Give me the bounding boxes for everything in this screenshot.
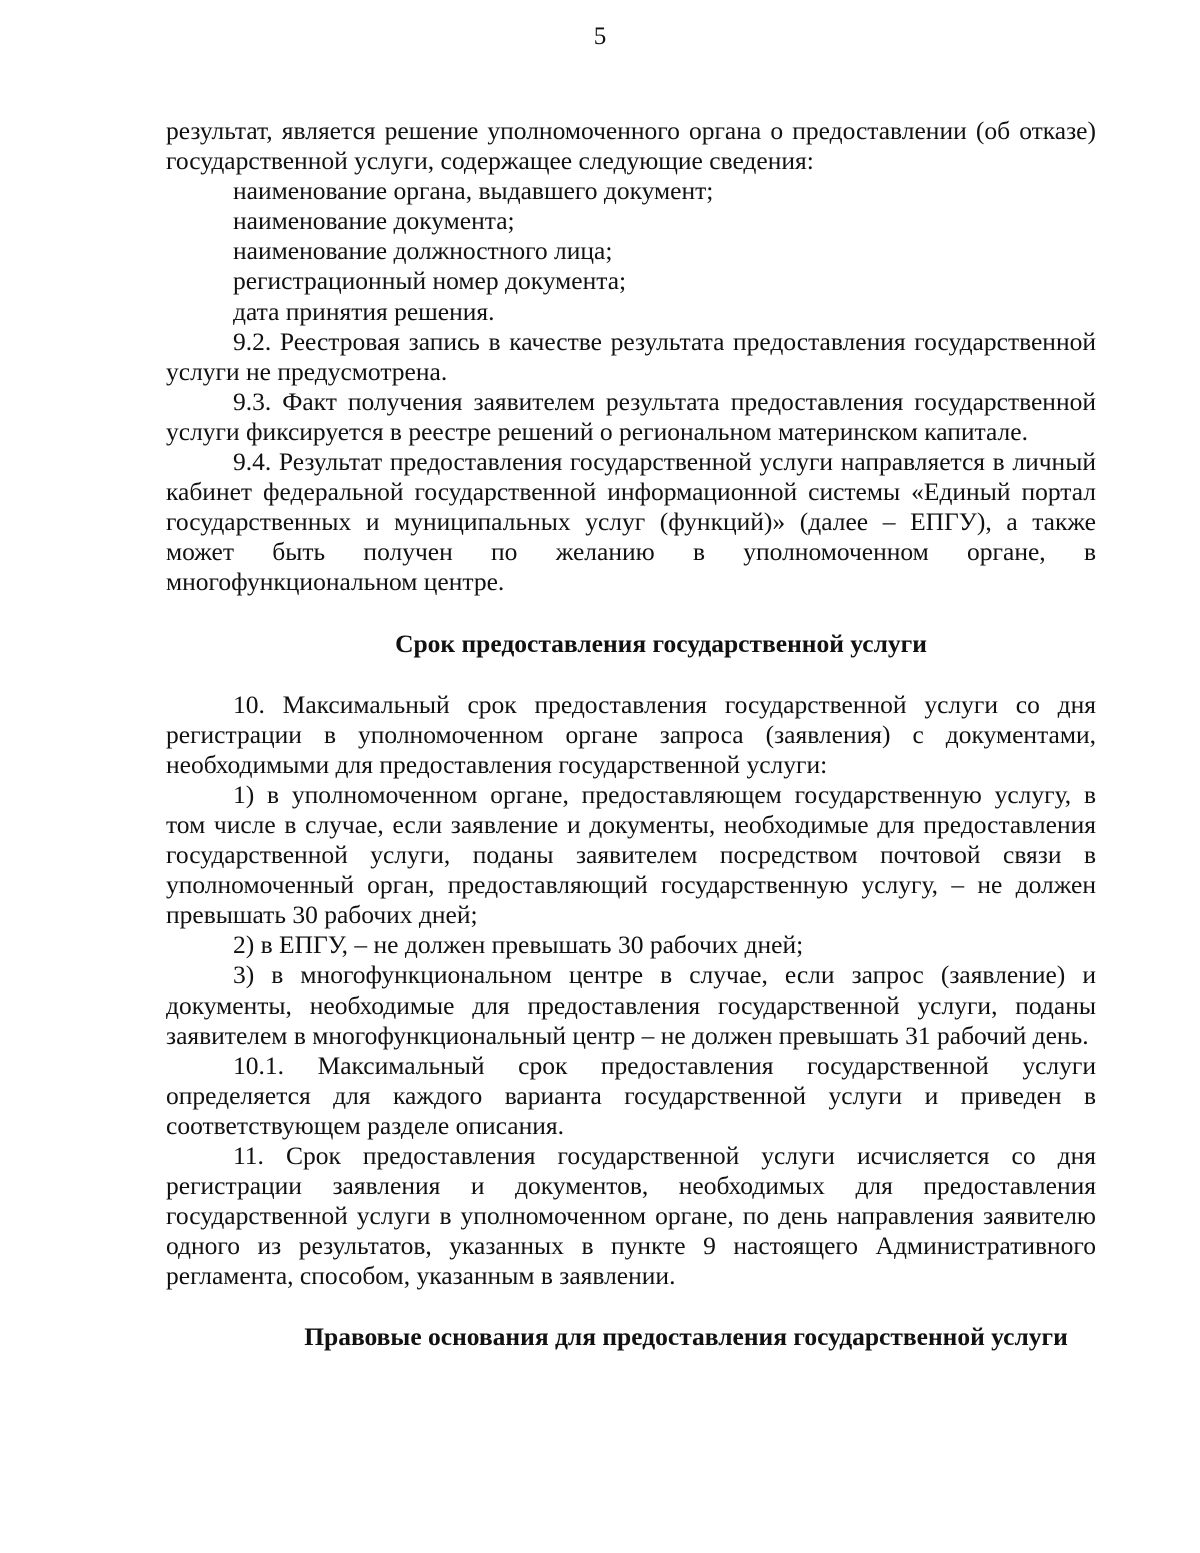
paragraph-10-item-3: 3) в многофункциональном центре в случае, если запрос (заявление) и документы, необходимые для предоставления государственной услуги, поданы заявителем в многофункциональный центр – не должен превышать 31 рабочий день. bbox=[166, 960, 1096, 1050]
page-number: 5 bbox=[593, 23, 607, 50]
paragraph-9-3: 9.3. Факт получения заявителем результата предоставления государственной услуги фиксируется в реестре решений о региональном материнском капитале. bbox=[166, 386, 1096, 446]
section-heading-term: Срок предоставления государственной услуги bbox=[395, 628, 927, 658]
intro-list-item-1: наименование органа, выдавшего документ; bbox=[233, 176, 714, 206]
section-heading-legal: Правовые основания для предоставления государственной услуги bbox=[304, 1322, 1068, 1352]
intro-list-item-2: наименование документа; bbox=[233, 206, 515, 236]
paragraph-10-item-2: 2) в ЕПГУ, – не должен превышать 30 рабочих дней; bbox=[233, 930, 804, 960]
paragraph-10-item-1: 1) в уполномоченном органе, предоставляющем государственную услугу, в том числе в случае, если заявление и документы, необходимые для предоставления государственной услуги, поданы заявителем посредством почтовой связи в уполномоченный орган, предоставляющий государственную услугу, – не должен превышать 30 рабочих дней; bbox=[166, 779, 1096, 930]
intro-paragraph: результат, является решение уполномоченного органа о предоставлении (об отказе) государственной услуги, содержащее следующие сведения: bbox=[166, 116, 1096, 176]
paragraph-10-1: 10.1. Максимальный срок предоставления государственной услуги определяется для каждого варианта государственной услуги и приведен в соответствующем разделе описания. bbox=[166, 1050, 1096, 1140]
paragraph-10: 10. Максимальный срок предоставления государственной услуги со дня регистрации в уполномоченном органе запроса (заявления) с документами, необходимыми для предоставления государственной услуги: bbox=[166, 689, 1096, 779]
intro-list-item-4: регистрационный номер документа; bbox=[233, 266, 627, 296]
intro-list-item-5: дата принятия решения. bbox=[233, 296, 495, 326]
paragraph-9-4: 9.4. Результат предоставления государственной услуги направляется в личный кабинет федеральной государственной информационной системы «Единый портал государственных и муниципальных услуг (функций)» (далее – ЕПГУ), а также может быть получен по желанию в уполномоченном органе, в многофункциональном центре. bbox=[166, 447, 1096, 597]
paragraph-9-2: 9.2. Реестровая запись в качестве результата предоставления государственной услуги не предусмотрена. bbox=[166, 326, 1096, 386]
paragraph-11: 11. Срок предоставления государственной услуги исчисляется со дня регистрации заявления и документов, необходимых для предоставления государственной услуги в уполномоченном органе, по день направления заявителю одного из результатов, указанных в пункте 9 настоящего Административного регламента, способом, указанным в заявлении. bbox=[166, 1141, 1096, 1291]
intro-list-item-3: наименование должностного лица; bbox=[233, 236, 613, 266]
document-body bbox=[166, 116, 1096, 1353]
